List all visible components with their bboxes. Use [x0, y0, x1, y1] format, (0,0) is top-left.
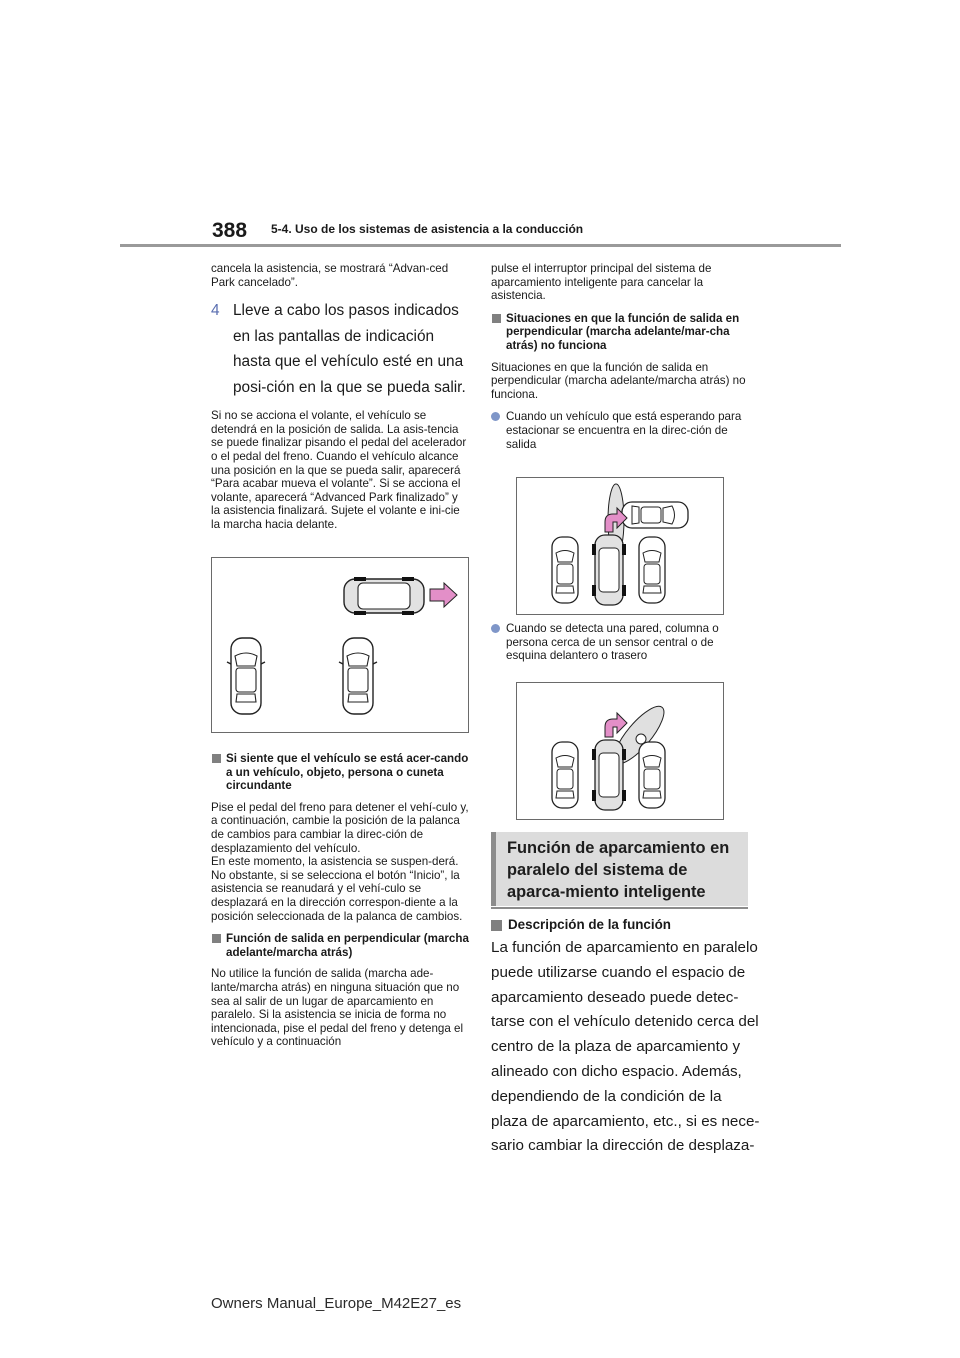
continued-text: pulse el interruptor principal del sistema de aparcamiento inteligente para cancelar la asistencia. — [491, 262, 712, 303]
paragraph-brake: Pise el pedal del freno para detener el vehí-culo y, a continuación, cambie la posición de la palanca de cambios para cambiar la direc-ción de desplazamiento del vehículo. — [211, 800, 469, 855]
page-number: 388 — [212, 219, 248, 242]
paragraph-not-working: Situaciones en que la función de salida en perpendicular (marcha adelante/marcha atrás) no funciona. — [491, 360, 746, 401]
intro-text: cancela la asistencia, se mostrará “Advan-ced Park cancelado”. — [211, 262, 449, 289]
paragraph-suspend: En este momento, la asistencia se suspen-derá. No obstante, si se selecciona el botón “Inicio”, la asistencia se reanudará y el vehí-culo se desplazará en la dirección correspon-diente a la posición seleccionada de la palanca de cambios. — [211, 855, 463, 923]
heading-not-working: Situaciones en que la función de salida en perpendicular (marcha adelante/mar-cha atrás) no funciona — [491, 312, 749, 353]
square-bullet-icon — [491, 920, 502, 931]
step-number: 4 — [211, 302, 220, 320]
square-bullet-icon — [492, 314, 501, 323]
figure-wall-detected — [516, 682, 724, 820]
function-description — [491, 917, 761, 1159]
round-bullet-icon — [491, 624, 500, 633]
paragraph-warning: No utilice la función de salida (marcha ade-lante/marcha atrás) en ninguna situación que no sea al salir de un lugar de aparcamiento en paralelo. Si la asistencia se inicia de forma no intencionada, pise el pedal del freno y detenga el vehículo y a continuación — [211, 967, 464, 1049]
section-title: 5-4. Uso de los sistemas de asistencia a la conducción — [271, 222, 584, 236]
right-column-bullet2 — [491, 622, 749, 672]
step-4 — [211, 298, 469, 400]
bullet-wall-detected: Cuando se detecta una pared, columna o persona cerca de un sensor central o de esquina delantero o trasero — [491, 622, 749, 663]
section-box-rule — [491, 907, 748, 909]
section-box-parallel-parking: Función de aparcamiento en paralelo del sistema de aparca-miento inteligente — [491, 832, 748, 906]
heading-approaching: Si siente que el vehículo se está acer-cando a un vehículo, objeto, persona o cuneta circundante — [211, 752, 469, 793]
left-column — [211, 262, 469, 541]
step-detail: Si no se acciona el volante, el vehículo se detendrá en la posición de salida. La asis-tencia se puede finalizar pisando el pedal del acelerador o el pedal del freno. Cuando el vehículo alcance una posición en la que se pueda salir, aparecerá “Para acabar mueva el volante”. Si se acciona el volante, aparecerá “Advanced Park finalizado” y la asistencia finalizará. Sujete el volante e ini-cie la marcha hacia delante. — [211, 409, 467, 531]
round-bullet-icon — [491, 412, 500, 421]
square-bullet-icon — [212, 754, 221, 763]
figure-waiting-vehicle — [516, 477, 724, 615]
left-column-lower — [211, 752, 469, 1058]
bullet-waiting-vehicle: Cuando un vehículo que está esperando para estacionar se encuentra en la direc-ción de salida — [491, 410, 749, 451]
right-column — [491, 262, 749, 460]
footer-manual-id: Owners Manual_Europe_M42E27_es — [211, 1295, 462, 1312]
step-text: Lleve a cabo los pasos indicados en las pantallas de indicación hasta que el vehículo esté en una posi-ción en la que se pueda salir. — [233, 302, 466, 396]
function-description-text: La función de aparcamiento en paralelo puede utilizarse cuando el espacio de aparcamiento deseado puede detec-tarse con el vehículo detenido cerca del centro de la plaza de aparcamiento y alineado con dicho espacio. Además, dependiendo de la condición de la plaza de aparcamiento, etc., si es nece-sario cambiar la dirección de desplaza- — [491, 939, 760, 1155]
heading-perpendicular-exit: Función de salida en perpendicular (marcha adelante/marcha atrás) — [211, 932, 469, 959]
square-bullet-icon — [212, 934, 221, 943]
header-divider — [120, 244, 841, 247]
heading-function-description: Descripción de la función — [491, 917, 761, 932]
figure-exit-forward — [211, 557, 469, 733]
